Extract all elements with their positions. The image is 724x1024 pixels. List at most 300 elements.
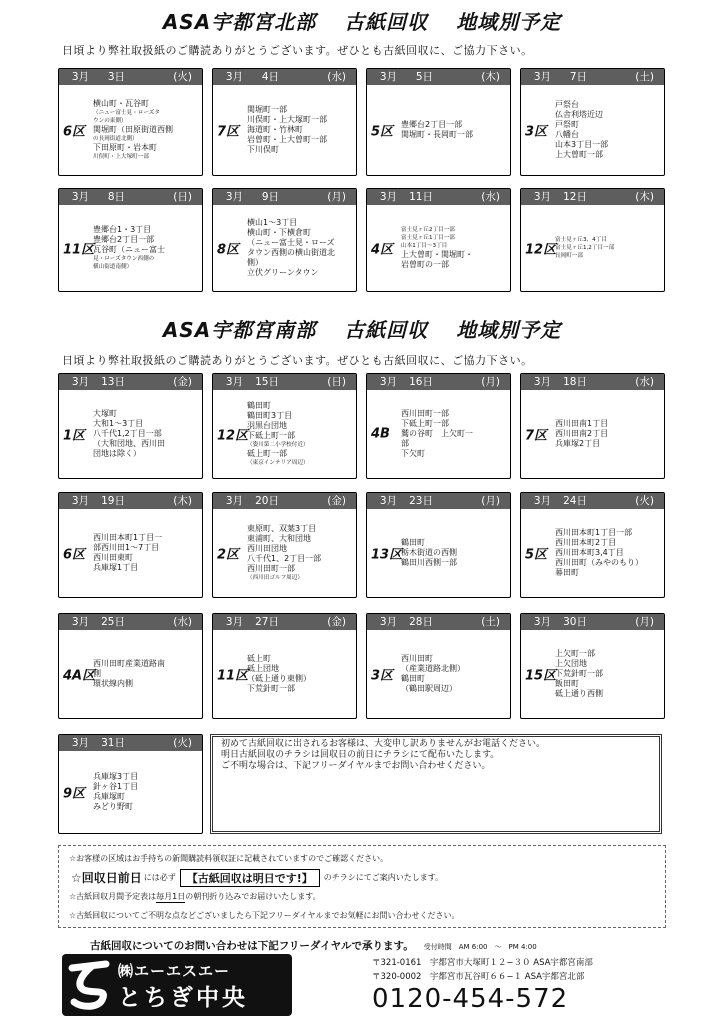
card-district: 3区 bbox=[371, 668, 394, 684]
card-district: 3区 bbox=[525, 124, 548, 140]
card-day: 11日 bbox=[409, 191, 433, 203]
card-district: 15区 bbox=[525, 668, 557, 684]
card-area-line: 西川田団地 bbox=[247, 544, 287, 553]
card-area-line: 長岡町一部 bbox=[555, 253, 583, 259]
card-district: 5区 bbox=[371, 124, 394, 140]
card-body bbox=[521, 509, 664, 597]
card-body bbox=[59, 751, 202, 833]
card-area-line: 西川田本町3,4丁目 bbox=[555, 548, 624, 557]
card-area-line: 西川田町（みやのもり） bbox=[555, 558, 643, 567]
card-area-line: みどり野町 bbox=[93, 802, 133, 811]
schedule-card bbox=[366, 373, 511, 479]
card-area-line: 西川田南1丁目 bbox=[555, 419, 609, 428]
card-month: 3月 bbox=[533, 191, 551, 203]
card-district: 8区 bbox=[217, 242, 240, 258]
card-area-line: 砥上町一部 bbox=[247, 449, 287, 458]
card-body bbox=[213, 85, 356, 175]
free-dial-number: 0120-454-572 bbox=[372, 984, 569, 1014]
notice-line: 初めて古紙回収に出されるお客様は、大変申し訳ありませんがお電話ください。 bbox=[221, 739, 546, 749]
card-month: 3月 bbox=[533, 376, 551, 388]
card-day: 5日 bbox=[415, 71, 433, 83]
card-weekday: (火) bbox=[173, 71, 192, 83]
card-day: 20日 bbox=[255, 495, 279, 507]
card-month: 3月 bbox=[533, 616, 551, 628]
card-areas bbox=[401, 630, 507, 718]
info-line-2 bbox=[69, 868, 655, 887]
card-area-line: 兵庫塚町 bbox=[93, 792, 125, 801]
schedule-card bbox=[212, 68, 357, 176]
schedule-card bbox=[212, 188, 357, 292]
card-area-line: 団地は除く） bbox=[93, 449, 141, 458]
card-weekday: (水) bbox=[635, 376, 654, 388]
schedule-card bbox=[520, 373, 665, 479]
card-area-line: ウンの東側） bbox=[93, 118, 127, 124]
schedule-card bbox=[366, 188, 511, 292]
card-date-header bbox=[521, 493, 664, 509]
north-title-schedule: 地域別予定 bbox=[456, 10, 562, 34]
info-emphasis: ☆回収日前日 bbox=[71, 871, 142, 885]
info-text: ☆古紙回収月間予定表は bbox=[69, 892, 157, 901]
card-day: 18日 bbox=[563, 376, 587, 388]
card-month: 3月 bbox=[225, 191, 243, 203]
card-body bbox=[59, 509, 202, 597]
card-area-line: 兵庫塚2丁目 bbox=[555, 439, 601, 448]
info-text: ☆お客様の区域はお手持ちの新聞購読料領収証に記載されていますのでご確認ください。 bbox=[69, 854, 389, 863]
card-area-line: 立伏グリーンタウン bbox=[247, 268, 319, 277]
card-day: 7日 bbox=[569, 71, 587, 83]
card-day: 30日 bbox=[563, 616, 587, 628]
card-body bbox=[367, 509, 510, 597]
card-area-line: 富士見ヶ丘1,2丁目一部 bbox=[555, 245, 615, 251]
card-weekday: (日) bbox=[173, 191, 192, 203]
card-area-line: 側 bbox=[93, 669, 101, 678]
card-area-line: （西川田ゴルフ周辺） bbox=[247, 575, 303, 581]
card-area-line: 海道町・竹林町 bbox=[247, 125, 303, 134]
schedule-card bbox=[366, 68, 511, 176]
logo-company-kana: ㈱エーエスエー bbox=[118, 962, 231, 980]
card-district: 1区 bbox=[63, 428, 86, 444]
notice-line: ご不明な場合は、下記フリーダイヤルまでお問い合わせください。 bbox=[221, 761, 491, 771]
card-area-line: 見・ローズタウン西側の bbox=[93, 256, 155, 262]
card-areas bbox=[93, 85, 199, 175]
card-areas bbox=[93, 751, 199, 833]
card-date-header bbox=[59, 614, 202, 630]
schedule-card bbox=[58, 373, 203, 479]
north-section-title bbox=[0, 6, 724, 35]
card-body bbox=[521, 85, 664, 175]
info-line-1 bbox=[69, 849, 655, 868]
card-area-line: 下田原町・岩本町 bbox=[93, 143, 157, 152]
card-area-line: 豊郷台1・3丁目 bbox=[93, 225, 152, 234]
card-body bbox=[367, 85, 510, 175]
card-district: 4A区 bbox=[63, 668, 96, 684]
card-day: 31日 bbox=[101, 737, 125, 749]
card-weekday: (火) bbox=[635, 495, 654, 507]
card-area-line: 砥上通り西側 bbox=[555, 689, 603, 698]
card-day: 9日 bbox=[261, 191, 279, 203]
card-areas bbox=[555, 205, 661, 291]
card-district: 13区 bbox=[371, 547, 403, 563]
card-month: 3月 bbox=[71, 616, 89, 628]
card-weekday: (金) bbox=[173, 376, 192, 388]
card-day: 23日 bbox=[409, 495, 433, 507]
card-area-line: 関堀町・長岡町一部 bbox=[401, 130, 473, 139]
card-weekday: (金) bbox=[327, 616, 346, 628]
card-areas bbox=[247, 630, 353, 718]
card-district: 7区 bbox=[217, 124, 240, 140]
card-body bbox=[59, 85, 202, 175]
card-area-line: （ニュー富士見・ローズタ bbox=[93, 110, 160, 116]
logo-mark-icon bbox=[62, 954, 118, 1016]
card-date-header bbox=[367, 69, 510, 85]
card-area-line: 大塚町 bbox=[93, 409, 117, 418]
card-area-line: 下荒針町一部 bbox=[247, 684, 295, 693]
card-area-line: 西川田本町2丁目 bbox=[555, 538, 617, 547]
card-area-line: 西川田町 bbox=[401, 654, 433, 663]
card-body bbox=[213, 205, 356, 291]
info-boxed-notice: 【古紙回収は明日です!】 bbox=[180, 869, 320, 887]
card-area-line: 岩曽町・上大曽町一部 bbox=[247, 135, 327, 144]
card-area-line: 西川田東町 bbox=[93, 553, 133, 562]
card-area-line: 部西川田1〜7丁目 bbox=[93, 543, 160, 552]
card-weekday: (土) bbox=[635, 71, 654, 83]
card-month: 3月 bbox=[379, 191, 397, 203]
card-date-header bbox=[367, 614, 510, 630]
card-area-line: （鶴田駅周辺） bbox=[401, 684, 457, 693]
card-area-line: 鶴田町 bbox=[401, 538, 425, 547]
info-text: ☆古紙回収についてご不明な点などございましたら下記フリーダイヤルまでお気軽にお問い合わせください。 bbox=[69, 911, 460, 920]
schedule-card bbox=[58, 68, 203, 176]
logo-company-name: とちぎ中央 bbox=[118, 985, 248, 1011]
info-line-3 bbox=[69, 887, 655, 906]
card-district: 5区 bbox=[525, 547, 548, 563]
card-date-header bbox=[213, 189, 356, 205]
card-area-line: 大和1〜3丁目 bbox=[93, 419, 144, 428]
card-district: 12区 bbox=[217, 428, 249, 444]
card-area-line: （大和団地、西川田 bbox=[93, 439, 165, 448]
card-weekday: (金) bbox=[327, 495, 346, 507]
card-weekday: (月) bbox=[327, 191, 346, 203]
schedule-card bbox=[520, 492, 665, 598]
inquiry-line bbox=[90, 938, 537, 953]
card-date-header bbox=[521, 69, 664, 85]
card-area-line: （東京インテリア周辺） bbox=[247, 460, 309, 466]
card-area-line: 鶴田町3丁目 bbox=[247, 411, 293, 420]
card-area-line: 横山町・瓦谷町 bbox=[93, 99, 149, 108]
card-month: 3月 bbox=[71, 191, 89, 203]
card-month: 3月 bbox=[71, 71, 89, 83]
card-date-header bbox=[521, 189, 664, 205]
card-district: 4区 bbox=[371, 242, 394, 258]
card-area-line: 西川田町一部 bbox=[247, 564, 295, 573]
schedule-card bbox=[212, 373, 357, 479]
card-areas bbox=[247, 390, 353, 478]
reception-hours: 受付時間 AM 6:00 〜 PM 4:00 bbox=[423, 943, 537, 951]
card-month: 3月 bbox=[533, 495, 551, 507]
card-weekday: (木) bbox=[635, 191, 654, 203]
card-body bbox=[59, 205, 202, 291]
card-body bbox=[59, 390, 202, 478]
inquiry-text: 古紙回収についてのお問い合わせは下記フリーダイヤルで承ります。 bbox=[90, 940, 414, 952]
card-area-line: 岩曽町の一部 bbox=[401, 260, 449, 269]
schedule-card bbox=[366, 613, 511, 719]
card-area-line: 鶴田町 bbox=[401, 674, 425, 683]
card-district: 6区 bbox=[63, 124, 86, 140]
card-area-line: 下荒針町一部 bbox=[555, 669, 603, 678]
card-body bbox=[367, 630, 510, 718]
card-area-line: 関堀町（田原街道西側 bbox=[93, 125, 173, 134]
card-areas bbox=[93, 630, 199, 718]
card-body bbox=[213, 509, 356, 597]
card-area-line: 兵庫塚3丁目 bbox=[93, 772, 139, 781]
card-area-line: 砥上町 bbox=[247, 654, 271, 663]
card-body bbox=[521, 205, 664, 291]
info-line-4 bbox=[69, 906, 655, 925]
card-areas bbox=[555, 509, 661, 597]
address-north: 〒320-0002 宇都宮市瓦谷町６６−１ ASA宇都宮北部 bbox=[372, 972, 585, 982]
card-areas bbox=[401, 205, 507, 291]
schedule-card bbox=[58, 613, 203, 719]
card-areas bbox=[93, 205, 199, 291]
card-area-line: 砥上団地 bbox=[247, 664, 279, 673]
card-area-line: 下川俣町 bbox=[247, 145, 279, 154]
card-weekday: (木) bbox=[481, 71, 500, 83]
card-day: 12日 bbox=[563, 191, 587, 203]
card-area-line: 富士見ヶ丘3、4丁目 bbox=[555, 237, 607, 243]
card-date-header bbox=[59, 493, 202, 509]
card-area-line: 鶴田川西側一部 bbox=[401, 558, 457, 567]
card-body bbox=[367, 390, 510, 478]
card-areas bbox=[247, 205, 353, 291]
card-date-header bbox=[59, 374, 202, 390]
card-area-line: 戸祭台 bbox=[555, 100, 579, 109]
schedule-card bbox=[520, 613, 665, 719]
card-month: 3月 bbox=[379, 495, 397, 507]
card-area-line: 富士見ヶ丘1丁目一部 bbox=[401, 235, 455, 241]
card-area-line: タウン西側の横山街道北 bbox=[247, 248, 335, 257]
card-areas bbox=[555, 630, 661, 718]
card-area-line: の長岡街道北側） bbox=[93, 136, 138, 142]
card-month: 3月 bbox=[379, 71, 397, 83]
card-areas bbox=[401, 390, 507, 478]
card-day: 13日 bbox=[101, 376, 125, 388]
card-body bbox=[213, 630, 356, 718]
card-area-line: （産業道路北側） bbox=[401, 664, 465, 673]
card-area-line: 東原町、双葉3丁目 bbox=[247, 524, 317, 533]
card-area-line: 戸祭町 bbox=[555, 120, 579, 129]
card-date-header bbox=[213, 493, 356, 509]
card-areas bbox=[401, 85, 507, 175]
card-body bbox=[521, 630, 664, 718]
card-area-line: 八幡台 bbox=[555, 130, 579, 139]
south-title-schedule: 地域別予定 bbox=[456, 318, 562, 342]
card-area-line: 西川田町産業道路南 bbox=[93, 659, 165, 668]
card-areas bbox=[247, 85, 353, 175]
card-month: 3月 bbox=[71, 376, 89, 388]
card-day: 28日 bbox=[409, 616, 433, 628]
card-area-line: 川俣町・上大塚町一部 bbox=[93, 154, 149, 160]
card-district: 11区 bbox=[63, 242, 95, 258]
card-area-line: 針ヶ谷1丁目 bbox=[93, 782, 139, 791]
schedule-card bbox=[58, 492, 203, 598]
schedule-card bbox=[520, 188, 665, 292]
card-day: 19日 bbox=[101, 495, 125, 507]
schedule-card bbox=[58, 188, 203, 292]
card-day: 3日 bbox=[107, 71, 125, 83]
card-area-line: 西川田南2丁目 bbox=[555, 429, 609, 438]
card-area-line: 西川田町一部 bbox=[401, 409, 449, 418]
card-area-line: 横山街道南側） bbox=[93, 264, 133, 270]
north-greeting: 日頃より弊社取扱紙のご購読ありがとうございます。ぜひとも古紙回収に、ご協力下さい。 bbox=[62, 44, 533, 57]
card-month: 3月 bbox=[71, 495, 89, 507]
card-area-line: 関堀町一部 bbox=[247, 105, 287, 114]
card-area-line: 兵庫塚1丁目 bbox=[93, 563, 139, 572]
card-area-line: 豊郷台2丁目一部 bbox=[401, 120, 463, 129]
schedule-card bbox=[58, 734, 203, 834]
card-areas bbox=[247, 509, 353, 597]
card-day: 4日 bbox=[261, 71, 279, 83]
card-area-line: 山本3丁目一部 bbox=[555, 140, 609, 149]
card-district: 2区 bbox=[217, 547, 240, 563]
card-weekday: (火) bbox=[173, 737, 192, 749]
card-date-header bbox=[59, 69, 202, 85]
card-body bbox=[521, 390, 664, 478]
schedule-card bbox=[520, 68, 665, 176]
info-text: のチラシにてご案内いたします。 bbox=[323, 873, 444, 882]
card-area-line: 西川田本町1丁目一 bbox=[93, 533, 163, 542]
card-area-line: 東浦町、大和団地 bbox=[247, 534, 311, 543]
card-area-line: 飯田町 bbox=[555, 679, 579, 688]
card-area-line: 豊郷台2丁目一部 bbox=[93, 235, 155, 244]
card-areas bbox=[555, 85, 661, 175]
south-title-asa: ASA宇都宮南部 bbox=[162, 318, 317, 342]
card-date-header bbox=[521, 374, 664, 390]
card-area-line: （砥上通り東側） bbox=[247, 674, 311, 683]
card-district: 6区 bbox=[63, 547, 86, 563]
card-areas bbox=[401, 509, 507, 597]
info-box bbox=[58, 845, 666, 928]
card-date-header bbox=[213, 69, 356, 85]
card-area-line: 八千代1、2丁目一部 bbox=[247, 554, 322, 563]
south-greeting: 日頃より弊社取扱紙のご購読ありがとうございます。ぜひとも古紙回収に、ご協力下さい。 bbox=[62, 354, 533, 367]
card-day: 16日 bbox=[409, 376, 433, 388]
card-date-header bbox=[367, 189, 510, 205]
card-day: 8日 bbox=[107, 191, 125, 203]
card-area-line: 鶴田町 bbox=[247, 401, 271, 410]
info-text: には必ず bbox=[143, 873, 176, 882]
card-month: 3月 bbox=[533, 71, 551, 83]
card-month: 3月 bbox=[225, 616, 243, 628]
card-weekday: (水) bbox=[173, 616, 192, 628]
card-area-line: 下欠町 bbox=[401, 449, 425, 458]
card-area-line: 栃木街道の西側 bbox=[401, 548, 457, 557]
card-area-line: 八千代1,2丁目一部 bbox=[93, 429, 162, 438]
schedule-card bbox=[366, 492, 511, 598]
card-district: 7区 bbox=[525, 428, 548, 444]
card-area-line: 上欠団地 bbox=[555, 659, 587, 668]
schedule-card bbox=[212, 492, 357, 598]
card-date-header bbox=[213, 374, 356, 390]
card-day: 25日 bbox=[101, 616, 125, 628]
card-area-line: 下砥上町一部 bbox=[247, 431, 295, 440]
card-area-line: 環状線内側 bbox=[93, 679, 133, 688]
card-date-header bbox=[213, 614, 356, 630]
card-district: 4B bbox=[371, 426, 390, 442]
card-district: 12区 bbox=[525, 242, 557, 258]
schedule-card bbox=[212, 613, 357, 719]
card-area-line: 部 bbox=[401, 439, 409, 448]
company-logo bbox=[62, 954, 292, 1016]
card-area-line: 羽黒台団地 bbox=[247, 421, 287, 430]
card-month: 3月 bbox=[225, 71, 243, 83]
card-day: 15日 bbox=[255, 376, 279, 388]
card-area-line: 上欠町一部 bbox=[555, 649, 595, 658]
card-date-header bbox=[59, 735, 202, 751]
card-area-line: 瓦谷町（ニュー富士 bbox=[93, 245, 165, 254]
north-title-asa: ASA宇都宮北部 bbox=[162, 10, 317, 34]
card-district: 11区 bbox=[217, 668, 249, 684]
card-area-line: 横山町・下横倉町 bbox=[247, 228, 311, 237]
card-area-line: 川俣町・上大塚町一部 bbox=[247, 115, 327, 124]
card-date-header bbox=[521, 614, 664, 630]
card-weekday: (水) bbox=[481, 191, 500, 203]
info-text: の朝刊折り込みでお届けいたします。 bbox=[185, 892, 321, 901]
south-title-recycle: 古紙回収 bbox=[344, 318, 429, 342]
card-weekday: (水) bbox=[327, 71, 346, 83]
card-date-header bbox=[367, 493, 510, 509]
card-area-line: 幕田町 bbox=[555, 568, 579, 577]
card-date-header bbox=[367, 374, 510, 390]
north-title-recycle: 古紙回収 bbox=[344, 10, 429, 34]
card-month: 3月 bbox=[225, 495, 243, 507]
card-areas bbox=[555, 390, 661, 478]
card-area-line: 西川田本町1丁目一部 bbox=[555, 528, 633, 537]
card-body bbox=[367, 205, 510, 291]
card-area-line: （ニュー富士見・ローズ bbox=[247, 238, 335, 247]
card-month: 3月 bbox=[379, 376, 397, 388]
card-month: 3月 bbox=[225, 376, 243, 388]
card-weekday: (月) bbox=[635, 616, 654, 628]
card-area-line: 上大曽町一部 bbox=[555, 150, 603, 159]
card-day: 24日 bbox=[563, 495, 587, 507]
card-area-line: 上大曽町・関堀町・ bbox=[401, 250, 473, 259]
card-area-line: 鷲の谷町 上欠町一 bbox=[401, 429, 473, 438]
card-areas bbox=[93, 390, 199, 478]
card-area-line: 下砥上町一部 bbox=[401, 419, 449, 428]
south-section-title bbox=[0, 314, 724, 343]
card-weekday: (土) bbox=[481, 616, 500, 628]
card-month: 3月 bbox=[379, 616, 397, 628]
info-underlined: 毎月1日 bbox=[156, 891, 186, 901]
card-weekday: (日) bbox=[327, 376, 346, 388]
card-body bbox=[213, 390, 356, 478]
card-area-line: 富士見ヶ丘2丁目一部 bbox=[401, 227, 455, 233]
notice-line: 明日古紙回収のチラシは回収日の前日にチラシにて配布いたします。 bbox=[221, 750, 500, 760]
card-month: 3月 bbox=[71, 737, 89, 749]
card-areas bbox=[93, 509, 199, 597]
card-weekday: (木) bbox=[173, 495, 192, 507]
card-area-line: 横山1〜3丁目 bbox=[247, 218, 298, 227]
card-district: 9区 bbox=[63, 786, 86, 802]
card-area-line: 仏舎利塔近辺 bbox=[555, 110, 603, 119]
card-area-line: 側） bbox=[247, 258, 263, 267]
card-area-line: （姿川第二小学校付近） bbox=[247, 442, 309, 448]
notice-box bbox=[210, 734, 662, 834]
card-day: 27日 bbox=[255, 616, 279, 628]
card-area-line: 山本1丁目〜3丁目 bbox=[401, 243, 448, 249]
address-south: 〒321-0161 宇都宮市大塚町１２−３０ ASA宇都宮南部 bbox=[372, 958, 593, 968]
card-weekday: (月) bbox=[481, 495, 500, 507]
